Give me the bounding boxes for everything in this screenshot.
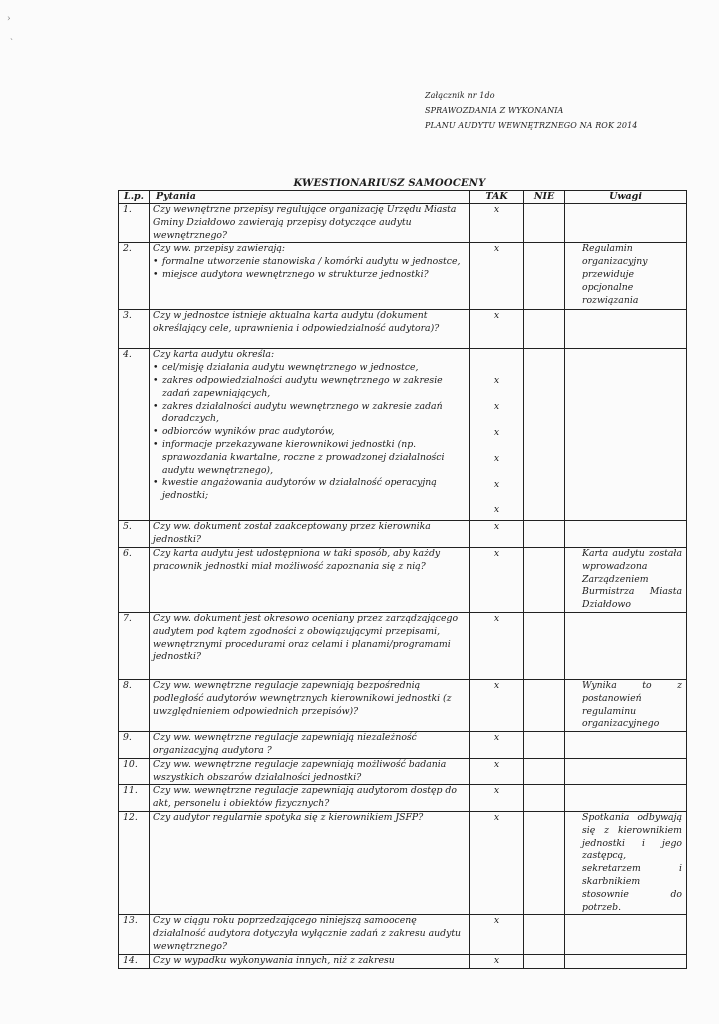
no-mark [524,612,565,679]
row-number: 6. [119,547,150,612]
notes-cell [565,310,687,349]
yes-mark: x [470,732,524,759]
table-row [119,349,687,521]
subitem: • miejsce audytora wewnętrznego w strukturze jednostki? [153,269,466,282]
table-row [119,679,687,731]
yes-mark: x [470,612,524,679]
row-number: 1. [119,204,150,243]
yes-mark: x [470,915,524,954]
yes-mark: x [470,679,524,731]
no-mark [524,732,565,759]
question-text: Czy ww. wewnętrzne regulacje zapewniają możliwość badania wszystkich obszarów działalności jednostki? [150,758,470,785]
yes-mark: x [470,521,524,548]
table-row [119,547,687,612]
yes-mark: x [470,758,524,785]
row-number: 7. [119,612,150,679]
page-title: KWESTIONARIUSZ SAMOOCENY [293,178,486,189]
table-row [119,915,687,954]
no-mark [524,785,565,812]
table-row [119,811,687,914]
question-text: Czy w jednostce istnieje aktualna karta audytu (dokument określający cele, uprawnienia i odpowiedzialność audytora)? [150,310,470,349]
notes-cell: Wynika to z postanowień regulaminu organizacyjnego [565,679,687,731]
question-text: Czy ww. dokument jest okresowo oceniany przez zarządzającego audytem pod kątem zgodności z obowiązującymi przepisami, wewnętrznymi procedurami oraz celami i planami/programami jednostki? [150,612,470,679]
notes-cell [565,758,687,785]
yes-mark: x [493,452,500,464]
subitem: • cel/misję działania audytu wewnętrznego w jednostce, [153,362,466,375]
no-mark [524,758,565,785]
yes-mark: x [493,504,500,516]
no-mark [524,349,565,521]
question-text: Czy ww. dokument został zaakceptowany przez kierownika jednostki? [150,521,470,548]
document-header [425,88,637,133]
table-row [119,310,687,349]
no-mark [524,243,565,310]
yes-marks [470,349,524,521]
table-row [119,612,687,679]
row-number: 5. [119,521,150,548]
corner-scan-mark: ˎ [10,31,13,41]
question-text: Czy wewnętrzne przepisy regulujące organizację Urzędu Miasta Gminy Działdowo zawierają przepisy dotyczące audytu wewnętrznego? [150,204,470,243]
header-line-2: SPRAWOZDANIA Z WYKONANIA [425,106,564,115]
yes-mark: x [493,478,500,490]
yes-mark: x [470,811,524,914]
yes-mark: x [470,310,524,349]
no-mark [524,521,565,548]
subitem: • zakres odpowiedzialności audytu wewnętrznego w zakresie zadań zapewniających, [153,375,466,401]
table-header-row [119,191,687,204]
table-row [119,521,687,548]
question-text: Czy audytor regularnie spotyka się z kierownikiem JSFP? [150,811,470,914]
notes-cell [565,204,687,243]
subitem: • odbiorców wyników prac audytorów, [153,426,466,439]
row-number: 4. [119,349,150,521]
col-header-question: Pytania [150,191,470,204]
notes-cell [565,785,687,812]
row-number: 3. [119,310,150,349]
no-mark [524,811,565,914]
questionnaire-table [118,190,687,969]
yes-mark: x [493,401,500,413]
notes-cell [565,521,687,548]
row-number: 2. [119,243,150,310]
no-mark [524,204,565,243]
subitem: • zakres działalności audytu wewnętrznego w zakresie zadań doradczych, [153,401,466,427]
question-text: Czy karta audytu jest udostępniona w taki sposób, aby każdy pracownik jednostki miał możliwość zapoznania się z nią? [150,547,470,612]
table-row [119,785,687,812]
notes-cell [565,349,687,521]
notes-cell [565,732,687,759]
header-line-1: Załącznik nr 1do [425,91,495,100]
table-row [119,954,687,968]
notes-cell [565,612,687,679]
table-row [119,243,687,310]
question-text: Czy karta audytu określa: [153,349,275,361]
subitem: • kwestie angażowania audytorów w działalność operacyjną jednostki; [153,477,466,503]
row-number: 13. [119,915,150,954]
question-cell [150,349,470,521]
question-text: Czy ww. wewnętrzne regulacje zapewniają audytorom dostęp do akt, personelu i obiektów fizycznych? [150,785,470,812]
col-header-lp: L.p. [119,191,150,204]
subitem: • informacje przekazywane kierownikowi jednostki (np. sprawozdania kwartalne, roczne z prowadzonej działalności audytu wewnętrznego), [153,439,466,477]
yes-mark: x [470,785,524,812]
table-row [119,758,687,785]
yes-mark: x [470,204,524,243]
corner-scan-mark: › [7,14,11,24]
notes-cell: Regulamin organizacyjny przewiduje opcjonalne rozwiązania [565,243,687,310]
notes-cell [565,954,687,968]
col-header-yes: TAK [470,191,524,204]
yes-mark: x [470,954,524,968]
col-header-notes: Uwagi [565,191,687,204]
row-number: 9. [119,732,150,759]
yes-mark: x [470,547,524,612]
question-subitems [153,362,466,503]
row-number: 8. [119,679,150,731]
question-text: Czy w wypadku wykonywania innych, niż z zakresu [150,954,470,968]
row-number: 11. [119,785,150,812]
no-mark [524,547,565,612]
question-cell [150,243,470,310]
col-header-no: NIE [524,191,565,204]
row-number: 14. [119,954,150,968]
notes-cell: Karta audytu została wprowadzona Zarządzeniem Burmistrza Miasta Działdowo [565,547,687,612]
question-text: Czy ww. przepisy zawierają: [153,243,286,255]
table-row [119,204,687,243]
subitem: • formalne utworzenie stanowiska / komórki audytu w jednostce, [153,256,466,269]
table-row [119,732,687,759]
question-text: Czy w ciągu roku poprzedzającego niniejszą samoocenę działalność audytora dotyczyła wyłącznie zadań z zakresu audytu wewnętrznego? [150,915,470,954]
question-text: Czy ww. wewnętrzne regulacje zapewniają bezpośrednią podległość audytorów wewnętrznych kierownikowi jednostki (z uwzględnieniem odpowiednich przepisów)? [150,679,470,731]
question-subitems [153,256,466,282]
question-text: Czy ww. wewnętrzne regulacje zapewniają niezależność organizacyjną audytora ? [150,732,470,759]
row-number: 12. [119,811,150,914]
no-mark [524,310,565,349]
no-mark [524,915,565,954]
no-mark [524,954,565,968]
yes-mark: x [493,426,500,438]
row-number: 10. [119,758,150,785]
yes-mark: x [493,375,500,387]
yes-mark: x [470,243,524,310]
notes-cell: Spotkania odbywają się z kierownikiem jednostki i jego zastępcą, sekretarzem i skarbnikiem stosownie do potrzeb. [565,811,687,914]
notes-cell [565,915,687,954]
header-line-3: PLANU AUDYTU WEWNĘTRZNEGO NA ROK 2014 [425,121,638,130]
no-mark [524,679,565,731]
